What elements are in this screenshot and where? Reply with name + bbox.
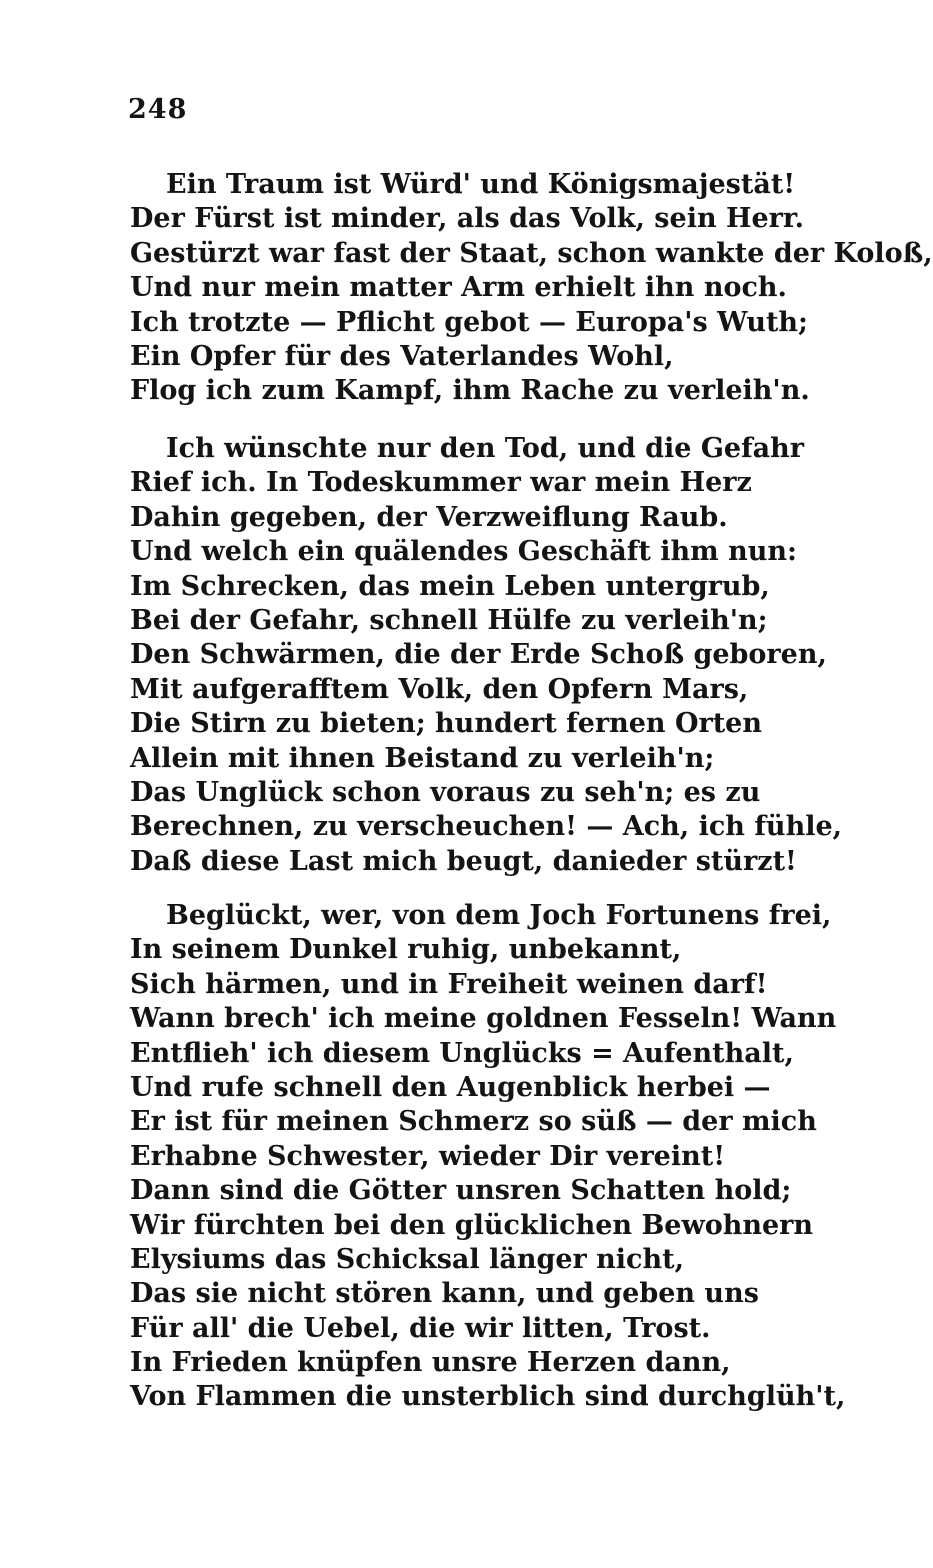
verse-line: Wann brech' ich meine goldnen Fesseln! Wann (130, 1003, 837, 1035)
stanza-1 (130, 168, 933, 409)
verse-line: Allein mit ihnen Beistand zu verleih'n; (130, 742, 715, 774)
verse-line: Von Flammen die unsterblich sind durchglüh't, (130, 1381, 846, 1413)
verse-line: Wir fürchten bei den glücklichen Bewohnern (130, 1209, 814, 1241)
verse-line: Im Schrecken, das mein Leben untergrub, (130, 570, 770, 602)
verse-line: Daß diese Last mich beugt, danieder stürzt! (130, 845, 797, 877)
verse-line: Entflieh' ich diesem Unglücks = Aufenthalt, (130, 1037, 794, 1069)
verse-line: Und nur mein matter Arm erhielt ihn noch. (130, 272, 787, 304)
verse-line: Mit aufgerafftem Volk, den Opfern Mars, (130, 673, 749, 705)
verse-line: Ein Traum ist Würd' und Königsmajestät! (166, 169, 796, 200)
verse-line: Gestürzt war fast der Staat, schon wankte der Koloß, (130, 237, 933, 269)
verse-line: Für all' die Uebel, die wir litten, Trost. (130, 1312, 711, 1344)
verse-line: Dahin gegeben, der Verzweiflung Raub. (130, 501, 728, 533)
verse-line: Bei der Gefahr, schnell Hülfe zu verleih'n; (130, 604, 768, 636)
verse-line: Ein Opfer für des Vaterlandes Wohl, (130, 340, 674, 372)
stanza-2 (130, 432, 843, 879)
verse-line: Das sie nicht stören kann, und geben uns (130, 1278, 759, 1310)
verse-line: In seinem Dunkel ruhig, unbekannt, (130, 934, 682, 966)
verse-line: Beglückt, wer, von dem Joch Fortunens frei, (166, 900, 832, 931)
verse-line: Dann sind die Götter unsren Schatten hold; (130, 1175, 792, 1207)
verse-line: Den Schwärmen, die der Erde Schoß geboren, (130, 639, 827, 671)
stanza-3 (130, 899, 846, 1415)
verse-line: Das Unglück schon voraus zu seh'n; es zu (130, 776, 761, 808)
verse-line: Und welch ein quälendes Geschäft ihm nun: (130, 536, 797, 568)
verse-line: Berechnen, zu verscheuchen! — Ach, ich fühle, (130, 811, 843, 843)
verse-line: Die Stirn zu bieten; hundert fernen Orten (130, 708, 762, 740)
verse-line: Der Fürst ist minder, als das Volk, sein Herr. (130, 203, 805, 235)
verse-line: Elysiums das Schicksal länger nicht, (130, 1243, 684, 1275)
verse-line: Flog ich zum Kampf, ihm Rache zu verleih'n. (130, 375, 810, 407)
verse-line: In Frieden knüpfen unsre Herzen dann, (130, 1347, 731, 1379)
verse-line: Und rufe schnell den Augenblick herbei — (130, 1071, 771, 1103)
page-number: 248 (128, 94, 188, 125)
verse-line: Ich trotzte — Pflicht gebot — Europa's Wuth; (130, 306, 809, 338)
verse-line: Er ist für meinen Schmerz so süß — der mich (130, 1106, 817, 1138)
verse-line: Rief ich. In Todeskummer war mein Herz (130, 467, 752, 499)
verse-line: Sich härmen, und in Freiheit weinen darf! (130, 968, 768, 1000)
verse-line: Erhabne Schwester, wieder Dir vereint! (130, 1140, 726, 1172)
verse-line: Ich wünschte nur den Tod, und die Gefahr (166, 433, 805, 464)
